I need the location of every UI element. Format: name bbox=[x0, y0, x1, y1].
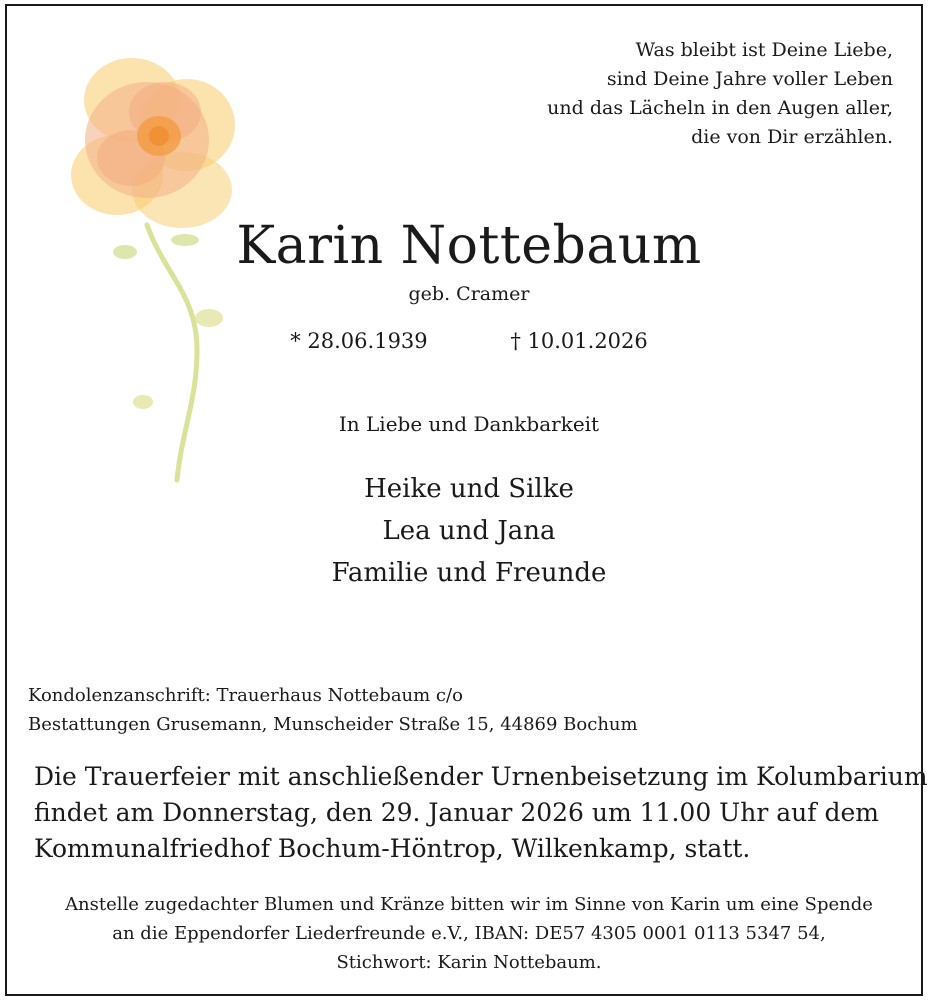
death-date: † 10.01.2026 bbox=[510, 329, 648, 353]
donation-request bbox=[7, 890, 928, 977]
quote-line: die von Dir erzählen. bbox=[691, 126, 893, 148]
condolence-address bbox=[28, 681, 638, 739]
quote-line: sind Deine Jahre voller Leben bbox=[606, 68, 893, 90]
address-line: Bestattungen Grusemann, Munscheider Straße 15, 44869 Bochum bbox=[28, 714, 638, 735]
ceremony-line: Die Trauerfeier mit anschließender Urnenbeisetzung im Kolumbarium bbox=[34, 762, 928, 791]
quote-line: Was bleibt ist Deine Liebe, bbox=[635, 39, 893, 61]
deceased-name: Karin Nottebaum bbox=[236, 216, 702, 276]
mourner-line: Heike und Silke bbox=[364, 474, 574, 504]
birth-date: * 28.06.1939 bbox=[290, 329, 428, 353]
maiden-name: geb. Cramer bbox=[408, 283, 530, 305]
donation-line: Anstelle zugedachter Blumen und Kränze bitten wir im Sinne von Karin um eine Spende bbox=[65, 894, 873, 915]
mourner-line: Familie und Freunde bbox=[331, 558, 607, 588]
ceremony-line: Kommunalfriedhof Bochum-Höntrop, Wilkenkamp, statt. bbox=[34, 834, 751, 863]
ceremony-line: findet am Donnerstag, den 29. Januar 2026 um 11.00 Uhr auf dem bbox=[34, 798, 879, 827]
address-line: Kondolenzanschrift: Trauerhaus Nottebaum c/o bbox=[28, 685, 463, 706]
mourner-line: Lea und Jana bbox=[382, 516, 556, 546]
memorial-quote bbox=[547, 36, 893, 152]
quote-line: und das Lächeln in den Augen aller, bbox=[547, 97, 893, 119]
donation-line: an die Eppendorfer Liederfreunde e.V., IBAN: DE57 4305 0001 0113 5347 54, bbox=[112, 923, 826, 944]
dedication: In Liebe und Dankbarkeit bbox=[338, 412, 600, 436]
ceremony-details bbox=[34, 759, 928, 867]
donation-line: Stichwort: Karin Nottebaum. bbox=[336, 952, 602, 973]
obituary-notice bbox=[5, 4, 928, 996]
life-dates bbox=[7, 326, 928, 356]
mourners-list bbox=[7, 468, 928, 594]
